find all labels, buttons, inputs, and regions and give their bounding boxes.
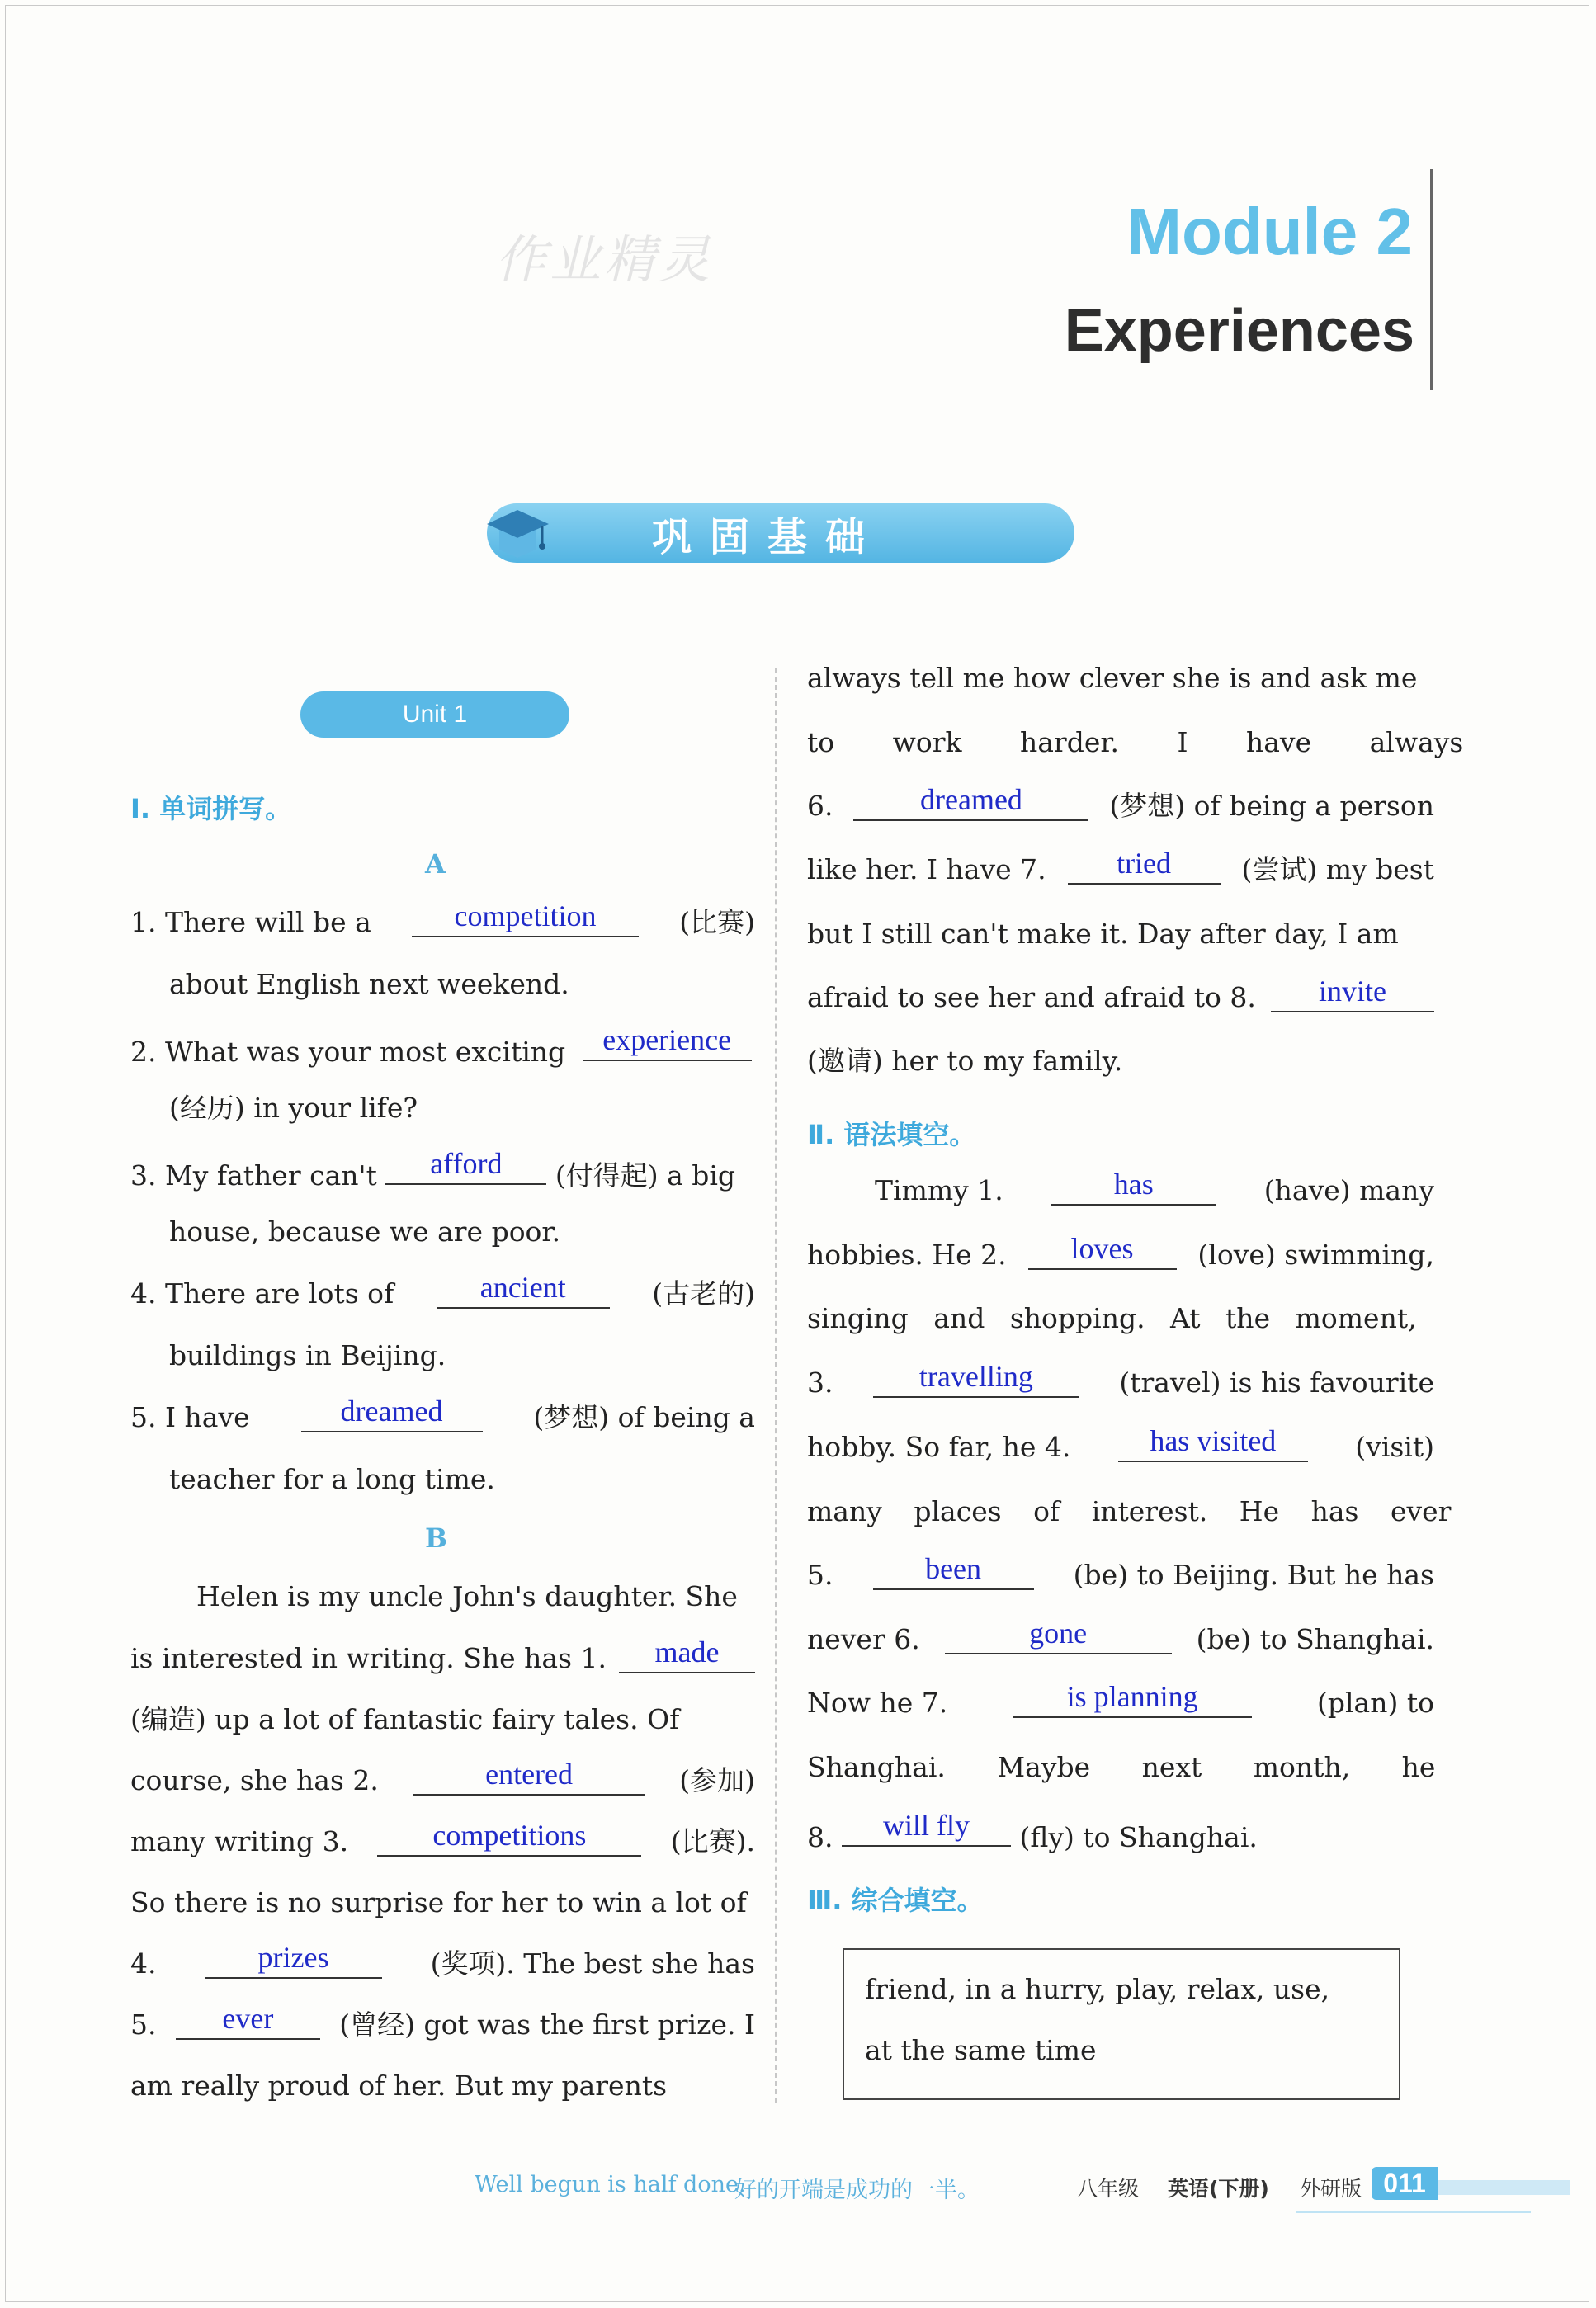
passage-b-blank-7: [1068, 847, 1221, 885]
grammar-line-10: Shanghai. Maybe next month, he: [807, 1751, 1436, 1783]
q5-continuation: teacher for a long time.: [169, 1463, 495, 1495]
grammar-line-6: many places of interest. He has ever: [807, 1495, 1452, 1527]
module-divider: [1430, 169, 1433, 390]
q3-blank: [385, 1147, 546, 1185]
graduation-cap-icon: [483, 495, 553, 565]
passage-b-blank-5: [176, 2002, 320, 2040]
module-title: Module 2: [1126, 195, 1413, 268]
section-comprehensive-heading: Ⅲ. 综合填空。: [807, 1885, 984, 1916]
passage-b-answer-8: invite: [1319, 975, 1386, 1008]
grammar-hint: (love) swimming,: [1197, 1239, 1434, 1271]
section-spelling-heading: Ⅰ. 单词拼写。: [130, 793, 292, 824]
module-subtitle: Experiences: [1064, 298, 1414, 364]
question-4: [130, 1271, 755, 1310]
grammar-line-1: [807, 1168, 1434, 1207]
grammar-text: hobbies. He 2.: [807, 1239, 1007, 1271]
part-b-heading: B: [425, 1522, 448, 1554]
grammar-line-7: [807, 1552, 1434, 1592]
passage-b-line-10: always tell me how clever she is and ask me: [807, 662, 1418, 694]
passage-b-blank-6: [853, 783, 1088, 821]
passage-b-hint: (尝试) my best: [1241, 853, 1434, 885]
passage-b-line-15: [807, 975, 1434, 1014]
passage-b-answer-5: ever: [222, 2002, 274, 2035]
banner-title: 巩固基础: [652, 514, 884, 560]
passage-b-hint: (曾经) got was the first prize. I: [339, 2008, 755, 2041]
footer-rule: [1296, 2211, 1531, 2213]
passage-b-answer-6: dreamed: [920, 783, 1022, 816]
grammar-hint: (plan) to: [1317, 1687, 1434, 1719]
passage-b-text: is interested in writing. She has 1.: [130, 1642, 607, 1674]
grammar-answer-2: loves: [1070, 1232, 1134, 1265]
passage-b-hint: (奖项). The best she has: [430, 1947, 755, 1980]
word-bank-box: [843, 1948, 1400, 2100]
grammar-blank-1: [1051, 1168, 1216, 1206]
grammar-blank-2: [1028, 1232, 1177, 1270]
grammar-text: Timmy 1.: [875, 1174, 1003, 1206]
passage-b-text: 4.: [130, 1947, 157, 1980]
q5-text: 5. I have: [130, 1401, 250, 1433]
passage-b-line-4: [130, 1758, 755, 1797]
footer-motto-cn: 好的开端是成功的一半。: [734, 2178, 980, 2203]
passage-b-blank-4: [205, 1941, 382, 1979]
passage-b-blank-1: [619, 1635, 755, 1673]
q3-answer: afford: [430, 1147, 503, 1180]
grammar-hint: (have) many: [1263, 1174, 1434, 1206]
grammar-text: 3.: [807, 1366, 833, 1399]
word-bank-line-1: friend, in a hurry, play, relax, use,: [865, 1973, 1330, 2005]
grammar-text: hobby. So far, he 4.: [807, 1431, 1071, 1463]
grammar-blank-3: [873, 1360, 1079, 1398]
passage-b-line-13: [807, 847, 1434, 886]
q2-blank: [583, 1023, 752, 1061]
part-a-heading: A: [425, 848, 446, 880]
section-grammar-heading: Ⅱ. 语法填空。: [807, 1119, 976, 1150]
passage-b-answer-2: entered: [485, 1758, 574, 1791]
grammar-hint: (travel) is his favourite: [1119, 1366, 1434, 1399]
passage-b-line-11: to work harder. I have always: [807, 726, 1464, 758]
grammar-line-11: [807, 1809, 1258, 1854]
question-1: [130, 899, 755, 939]
passage-b-line-14: but I still can't make it. Day after day, I am: [807, 918, 1399, 950]
q1-text: 1. There will be a: [130, 906, 371, 938]
grammar-blank-8: [842, 1809, 1011, 1847]
page-number: 011: [1372, 2167, 1438, 2200]
passage-b-line-8: [130, 2002, 755, 2041]
passage-b-answer-7: tried: [1117, 847, 1172, 880]
grammar-text: 5.: [807, 1559, 833, 1591]
grammar-answer-8: will fly: [883, 1809, 970, 1842]
passage-b-line-7: [130, 1941, 755, 1980]
watermark: 作业精灵: [495, 229, 714, 290]
q2-continuation: (经历) in your life?: [169, 1092, 418, 1124]
grammar-text: never 6.: [807, 1623, 920, 1655]
passage-b-answer-1: made: [654, 1635, 720, 1668]
passage-b-text: 6.: [807, 790, 833, 822]
passage-b-answer-3: competitions: [432, 1819, 587, 1852]
q2-answer: experience: [602, 1023, 732, 1056]
q5-answer: dreamed: [340, 1395, 443, 1428]
grammar-answer-1: has: [1113, 1168, 1154, 1201]
q1-answer: competition: [454, 899, 597, 932]
q4-blank: [437, 1271, 610, 1309]
passage-b-answer-4: prizes: [257, 1941, 329, 1974]
q1-continuation: about English next weekend.: [169, 968, 569, 1000]
grammar-hint: (be) to Beijing. But he has: [1073, 1559, 1434, 1591]
q4-text: 4. There are lots of: [130, 1277, 394, 1310]
grammar-text: Now he 7.: [807, 1687, 948, 1719]
grammar-answer-5: been: [925, 1552, 982, 1585]
q4-hint: (古老的): [652, 1277, 755, 1310]
passage-b-text: 5.: [130, 2008, 157, 2041]
grammar-blank-4: [1118, 1424, 1308, 1462]
grammar-answer-3: travelling: [918, 1360, 1033, 1393]
grammar-line-4: [807, 1360, 1434, 1399]
grammar-hint: (fly) to Shanghai.: [1019, 1821, 1258, 1853]
column-divider: [775, 668, 777, 2103]
passage-b-line-5: [130, 1819, 755, 1858]
q3-continuation: house, because we are poor.: [169, 1215, 561, 1248]
passage-b-line-9: am really proud of her. But my parents: [130, 2070, 668, 2102]
passage-b-text: afraid to see her and afraid to 8.: [807, 981, 1256, 1013]
q5-blank: [301, 1395, 483, 1432]
passage-b-text: like her. I have 7.: [807, 853, 1046, 885]
passage-b-blank-3: [377, 1819, 641, 1857]
passage-b-blank-2: [413, 1758, 645, 1796]
grammar-answer-6: gone: [1029, 1617, 1088, 1650]
footer-grade: 八年级: [1077, 2177, 1140, 2201]
unit-label: Unit 1: [300, 691, 569, 738]
grammar-blank-6: [945, 1617, 1172, 1654]
footer-subject: 英语(下册): [1168, 2177, 1269, 2201]
passage-b-line-6: So there is no surprise for her to win a lot of: [130, 1886, 747, 1919]
grammar-line-9: [807, 1680, 1434, 1720]
q3-text: 3. My father can't: [130, 1159, 377, 1192]
passage-b-line-12: [807, 783, 1434, 823]
passage-b-hint: (比赛).: [670, 1825, 755, 1857]
q1-hint: (比赛): [679, 906, 755, 938]
passage-b-line-1: Helen is my uncle John's daughter. She: [196, 1580, 738, 1612]
passage-b-blank-8: [1271, 975, 1434, 1012]
q4-answer: ancient: [479, 1271, 566, 1304]
grammar-answer-7: is planning: [1066, 1680, 1198, 1713]
passage-b-line-3: (编造) up a lot of fantastic fairy tales. Of: [130, 1703, 680, 1735]
question-2: [130, 1023, 752, 1069]
passage-b-line-2: [130, 1635, 755, 1675]
passage-b-text: many writing 3.: [130, 1825, 349, 1857]
passage-b-text: course, she has 2.: [130, 1764, 379, 1796]
grammar-line-8: [807, 1617, 1434, 1656]
q3-hint: (付得起) a big: [555, 1159, 736, 1192]
q2-text: 2. What was your most exciting: [130, 1036, 566, 1068]
grammar-answer-4: has visited: [1150, 1424, 1277, 1457]
grammar-line-5: [807, 1424, 1434, 1464]
passage-b-hint: (参加): [679, 1764, 755, 1796]
footer-bar: [1438, 2180, 1570, 2195]
footer-edition: 外研版: [1300, 2177, 1362, 2201]
grammar-line-3: singing and shopping. At the moment,: [807, 1302, 1417, 1334]
grammar-hint: (visit): [1355, 1431, 1434, 1463]
question-5: [130, 1395, 755, 1434]
passage-b-line-16: (邀请) her to my family.: [807, 1045, 1123, 1077]
q1-blank: [412, 899, 639, 937]
grammar-blank-5: [873, 1552, 1034, 1590]
footer-motto-en: Well begun is half done.: [475, 2172, 746, 2197]
q4-continuation: buildings in Beijing.: [169, 1339, 446, 1371]
word-bank-line-2: at the same time: [865, 2034, 1097, 2066]
grammar-text: 8.: [807, 1821, 833, 1853]
passage-b-hint: (梦想) of being a person: [1109, 790, 1434, 822]
q5-hint: (梦想) of being a: [533, 1401, 755, 1433]
grammar-hint: (be) to Shanghai.: [1196, 1623, 1434, 1655]
grammar-line-2: [807, 1232, 1434, 1272]
question-3: [130, 1147, 736, 1192]
grammar-blank-7: [1013, 1680, 1252, 1718]
